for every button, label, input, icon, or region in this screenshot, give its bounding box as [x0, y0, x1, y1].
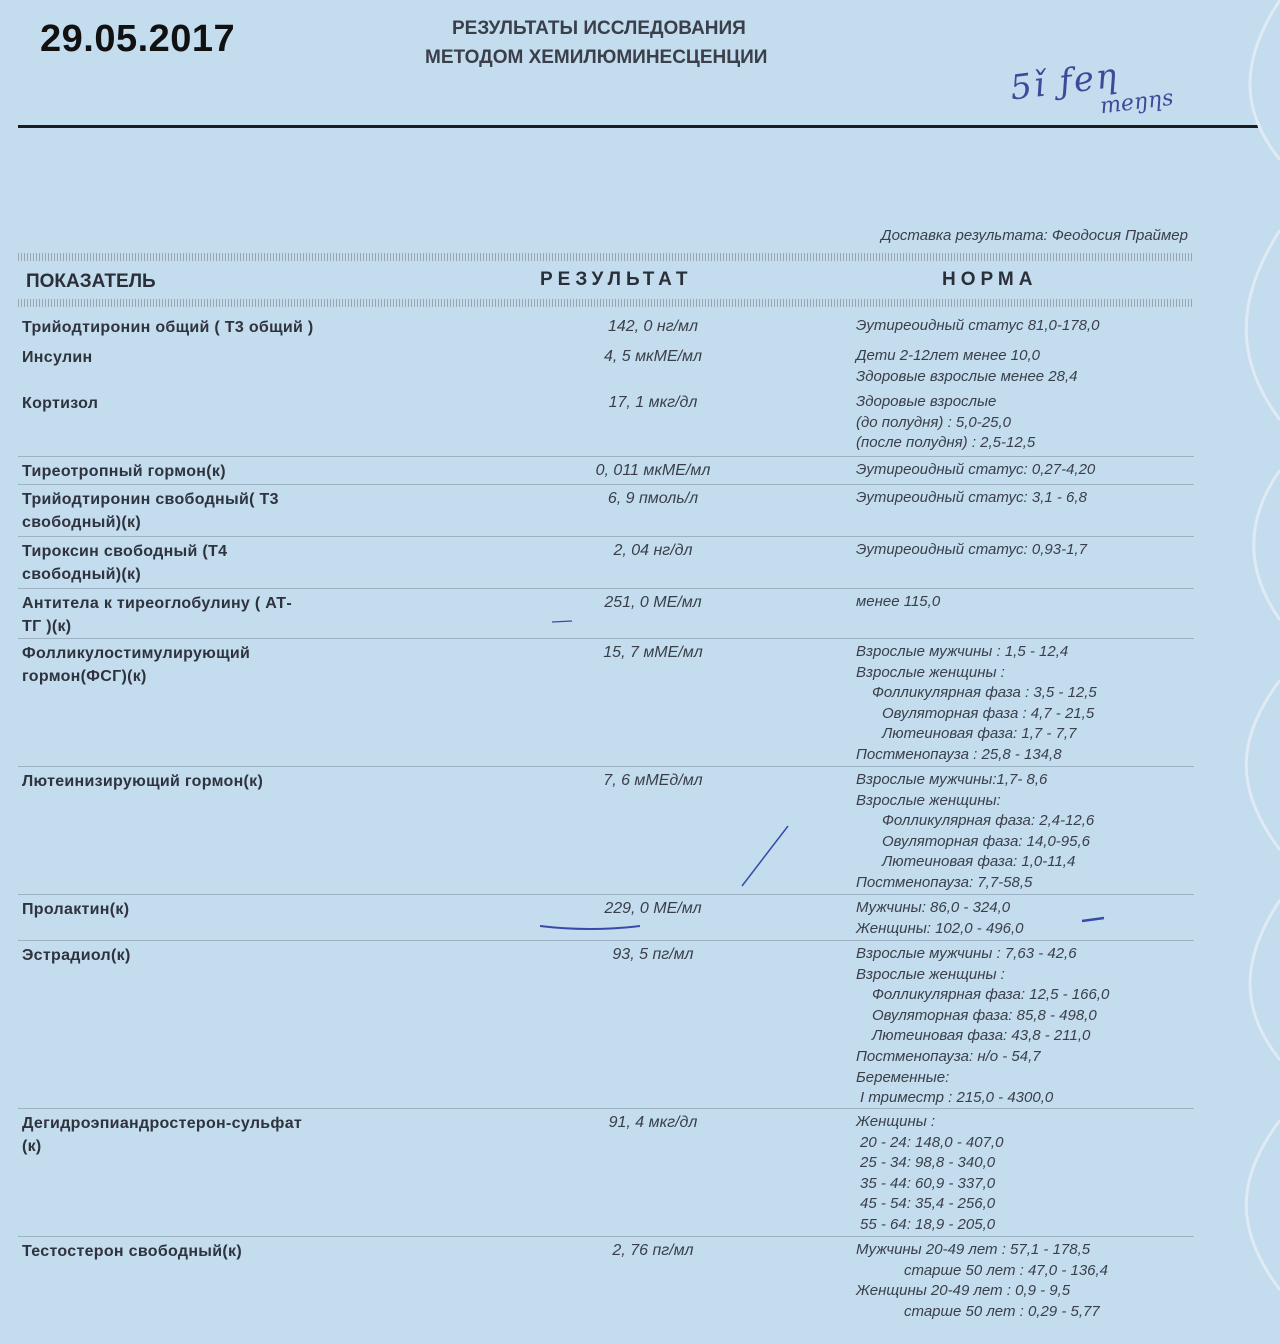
result-value: 251, 0 МЕ/мл — [604, 594, 702, 611]
indicator-name: Тиреотропный гормон(к) — [22, 463, 226, 480]
indicator-name: Тироксин свободный (Т4 свободный)(к) — [22, 543, 228, 583]
indicator-name: Антитела к тиреоглобулину ( АТ- ТГ )(к) — [22, 595, 292, 635]
indicator-name: Эстрадиол(к) — [22, 947, 131, 964]
indicator-name: Трийодтиронин общий ( Т3 общий ) — [22, 319, 314, 336]
result-value: 2, 04 нг/дл — [613, 542, 693, 559]
reference-range: Взрослые мужчины : 1,5 - 12,4 Взрослые женщины : Фолликулярная фаза : 3,5 - 12,5 Овуляторная фаза : 4,7 - 21,5 Лютеиновая фаза: 1,7 - 7,7 Постменопауза : 25,8 - 134,8 — [856, 643, 1097, 763]
report-title-line1: РЕЗУЛЬТАТЫ ИССЛЕДОВАНИЯ — [452, 18, 746, 39]
handwritten-note-line2: meŋƞs — [1098, 85, 1175, 120]
reference-range: Мужчины: 86,0 - 324,0 Женщины: 102,0 - 496,0 — [856, 899, 1024, 937]
reference-range: менее 115,0 — [856, 593, 941, 610]
handwritten-note-line1: 5ǐ ƒeƞ — [1007, 55, 1122, 109]
reference-range: Эутиреоидный статус: 0,27-4,20 — [856, 461, 1096, 478]
result-value: 15, 7 мМЕ/мл — [603, 644, 703, 661]
result-value: 229, 0 МЕ/мл — [604, 900, 702, 917]
indicator-name: Тестостерон свободный(к) — [22, 1243, 242, 1260]
indicator-name: Инсулин — [22, 349, 93, 366]
reference-range: Женщины : 20 - 24: 148,0 - 407,0 25 - 34: 98,8 - 340,0 35 - 44: 60,9 - 337,0 45 - 54: 35,4 - 256,0 55 - 64: 18,9 - 205,0 — [856, 1113, 1004, 1233]
indicator-name: Фолликулостимулирующий гормон(ФСГ)(к) — [22, 645, 251, 685]
indicator-name: Трийодтиронин свободный( Т3 свободный)(к) — [22, 491, 279, 531]
reference-range: Эутиреоидный статус: 0,93-1,7 — [856, 541, 1087, 558]
reference-range: Эутиреоидный статус 81,0-178,0 — [856, 317, 1100, 334]
reference-range: Взрослые мужчины : 7,63 - 42,6 Взрослые женщины : Фолликулярная фаза: 12,5 - 166,0 Овуляторная фаза: 85,8 - 498,0 Лютеиновая фаза: 43,8 - 211,0 Постменопауза: н/о - 54,7 Беременные: I триместр : 215,0 - 4300,0 — [856, 945, 1110, 1107]
result-value: 6, 9 пмоль/л — [607, 490, 699, 507]
result-value: 93, 5 пг/мл — [612, 946, 694, 963]
result-value: 142, 0 нг/мл — [607, 318, 699, 335]
result-value: 2, 76 пг/мл — [612, 1242, 694, 1259]
reference-range: Мужчины 20-49 лет : 57,1 - 178,5 старше 50 лет : 47,0 - 136,4 Женщины 20-49 лет : 0,9 - 9,5 старше 50 лет : 0,29 - 5,77 — [856, 1241, 1109, 1320]
result-value: 7, 6 мМЕд/мл — [603, 772, 703, 789]
report-date: 29.05.2017 — [40, 18, 236, 60]
column-header-indicator: ПОКАЗАТЕЛЬ — [26, 271, 156, 292]
indicator-name: Дегидроэпиандростерон-сульфат (к) — [22, 1115, 303, 1155]
indicator-name: Лютеинизирующий гормон(к) — [22, 773, 264, 790]
reference-range: Дети 2-12лет менее 10,0 Здоровые взрослые менее 28,4 — [856, 347, 1078, 385]
reference-range: Эутиреоидный статус: 3,1 - 6,8 — [856, 489, 1087, 506]
result-value: 4, 5 мкМЕ/мл — [603, 348, 703, 365]
result-value: 0, 011 мкМЕ/мл — [595, 462, 711, 479]
column-header-result: РЕЗУЛЬТАТ — [540, 269, 693, 290]
column-header-norm: НОРМА — [942, 269, 1038, 290]
indicator-name: Кортизол — [22, 395, 99, 412]
report-title-line2: МЕТОДОМ ХЕМИЛЮМИНЕСЦЕНЦИИ — [425, 47, 768, 68]
result-value: 91, 4 мкг/дл — [608, 1114, 698, 1131]
reference-range: Здоровые взрослые (до полудня) : 5,0-25,0 (после полудня) : 2,5-12,5 — [856, 393, 1036, 452]
result-value: 17, 1 мкг/дл — [608, 394, 698, 411]
reference-range: Взрослые мужчины:1,7- 8,6 Взрослые женщины: Фолликулярная фаза: 2,4-12,6 Овуляторная фаза: 14,0-95,6 Лютеиновая фаза: 1,0-11,4 Постменопауза: 7,7-58,5 — [856, 771, 1095, 891]
indicator-name: Пролактин(к) — [22, 901, 130, 918]
delivery-note: Доставка результата: Феодосия Праймер — [881, 227, 1188, 244]
